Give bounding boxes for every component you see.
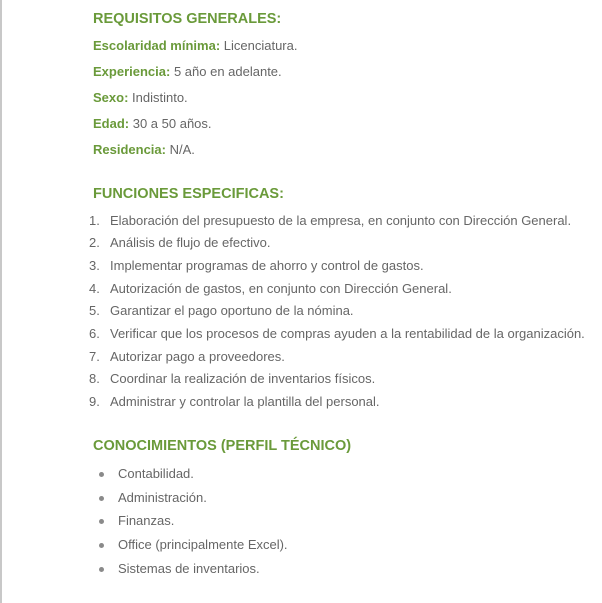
list-text: Coordinar la realización de inventarios físicos. (110, 371, 376, 386)
list-text: Finanzas. (118, 513, 175, 528)
requisitos-heading: REQUISITOS GENERALES: (93, 11, 282, 27)
list-item (89, 213, 571, 229)
list-text: Elaboración del presupuesto de la empresa, en conjunto con Dirección General. (110, 213, 572, 228)
bullet-icon (99, 496, 104, 501)
list-text: Administrar y controlar la plantilla del personal. (110, 394, 380, 409)
field-label: Escolaridad mínima: (93, 38, 221, 53)
list-number: 9. (89, 394, 100, 409)
field-value: N/A. (165, 142, 195, 157)
field-label: Residencia: (93, 142, 166, 157)
list-item (89, 281, 452, 297)
bullet-icon (99, 543, 104, 548)
list-number: 2. (89, 235, 100, 250)
list-text: Administración. (118, 490, 207, 505)
bullet-icon (99, 567, 104, 572)
field-value: Indistinto. (128, 90, 188, 105)
list-number: 7. (89, 349, 100, 364)
field-value: 5 año en adelante. (170, 64, 282, 79)
list-text: Contabilidad. (118, 466, 194, 481)
field-value: 30 a 50 años. (129, 116, 212, 131)
list-text: Garantizar el pago oportuno de la nómina. (110, 303, 354, 318)
field-value: Licenciatura. (220, 38, 298, 53)
list-item (89, 235, 270, 251)
list-text: Implementar programas de ahorro y control de gastos. (110, 258, 424, 273)
list-number: 1. (89, 213, 100, 228)
funciones-heading: FUNCIONES ESPECIFICAS: (93, 186, 284, 202)
list-item (89, 258, 424, 274)
conocimientos-heading: CONOCIMIENTOS (PERFIL TÉCNICO) (93, 438, 352, 454)
field-escolaridad (93, 38, 297, 53)
list-item (89, 303, 354, 319)
list-number: 8. (89, 371, 100, 386)
list-number: 5. (89, 303, 100, 318)
list-text: Verificar que los procesos de compras ayuden a la rentabilidad de la organización. (110, 326, 585, 341)
field-edad (93, 116, 212, 131)
list-text: Análisis de flujo de efectivo. (110, 235, 271, 250)
field-label: Edad: (93, 116, 130, 131)
field-experiencia (93, 64, 282, 79)
list-text: Autorizar pago a proveedores. (110, 349, 285, 364)
field-residencia (93, 142, 195, 157)
list-item (89, 349, 285, 365)
list-number: 4. (89, 281, 100, 296)
field-label: Experiencia: (93, 64, 171, 79)
list-text: Office (principalmente Excel). (118, 537, 288, 552)
list-number: 3. (89, 258, 100, 273)
bullet-icon (99, 472, 104, 477)
list-item (89, 326, 585, 342)
list-item (89, 394, 380, 410)
field-label: Sexo: (93, 90, 129, 105)
list-text: Autorización de gastos, en conjunto con Dirección General. (110, 281, 452, 296)
field-sexo (93, 90, 188, 105)
left-border (0, 0, 2, 603)
list-item (89, 371, 375, 387)
list-text: Sistemas de inventarios. (118, 561, 260, 576)
bullet-icon (99, 519, 104, 524)
list-number: 6. (89, 326, 100, 341)
